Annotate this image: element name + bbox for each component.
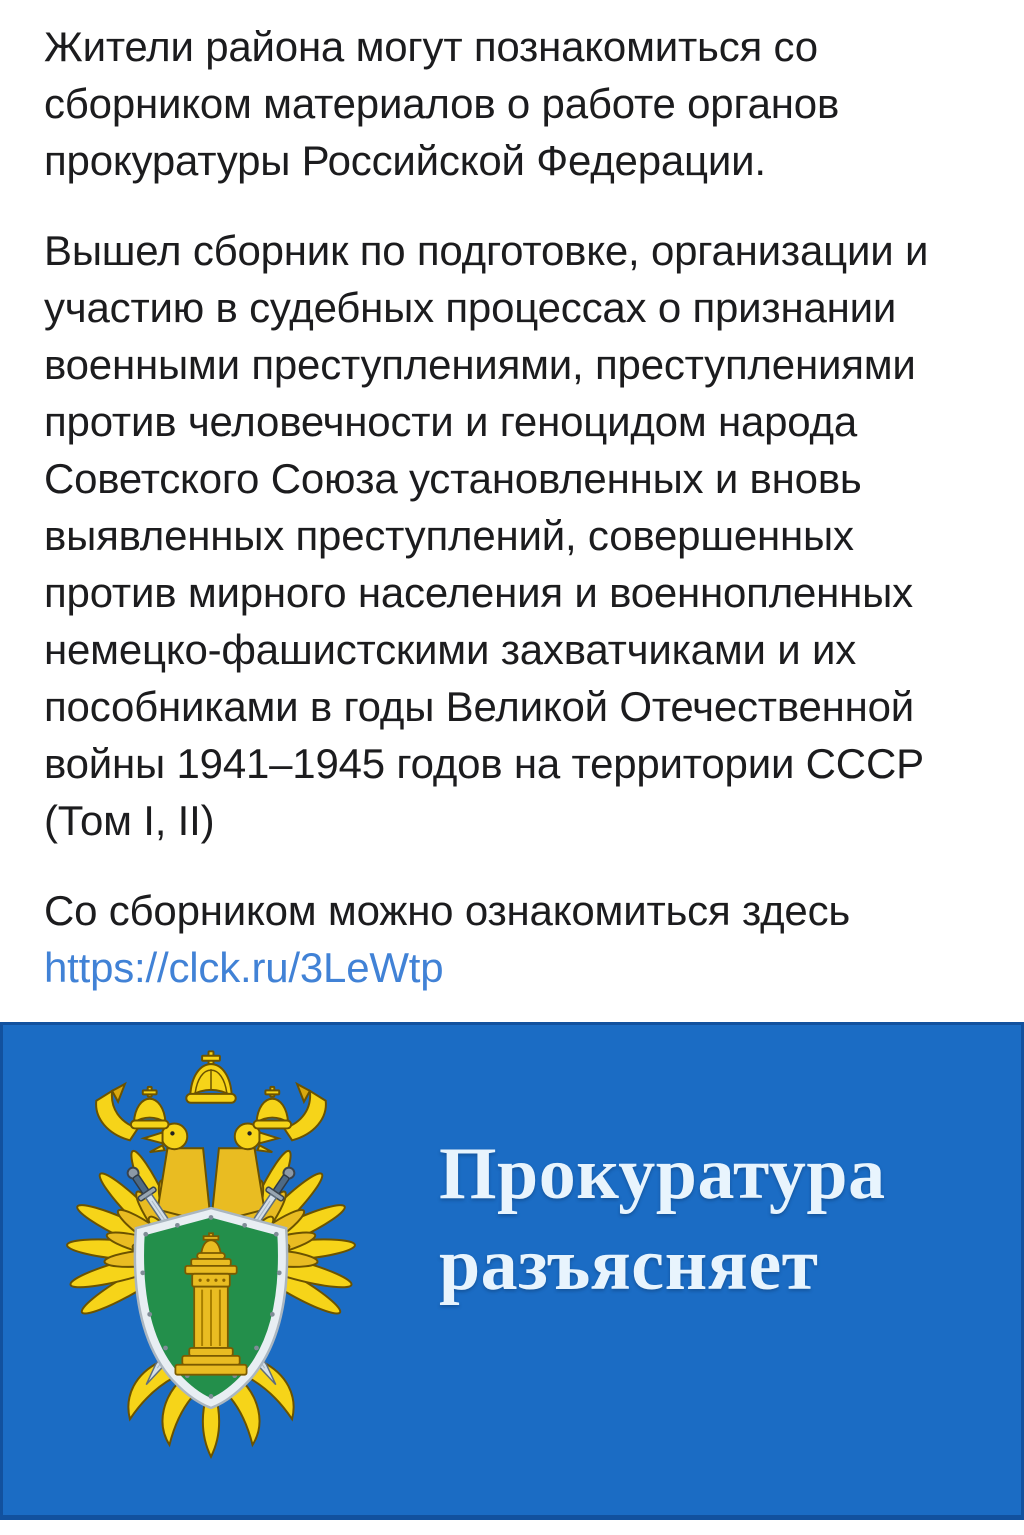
text-line: Со сборником можно ознакомиться здесь: [44, 887, 851, 934]
text-line: войны 1941–1945 годов на территории СССР: [44, 740, 924, 787]
collection-link[interactable]: https://clck.ru/3LeWtp: [44, 944, 444, 991]
text-line: Советского Союза установленных и вновь: [44, 455, 862, 502]
banner-title-line-1: Прокуратура: [439, 1133, 886, 1215]
prosecutor-emblem: [33, 1049, 389, 1465]
text-line: прокуратуры Российской Федерации.: [44, 137, 766, 184]
text-line: против человечности и геноцидом народа: [44, 398, 857, 445]
text-line: пособниками в годы Великой Отечественной: [44, 683, 915, 730]
text-line: участию в судебных процессах о признании: [44, 284, 897, 331]
text-line: Вышел сборник по подготовке, организации и: [44, 227, 929, 274]
text-line: военными преступлениями, преступлениями: [44, 341, 916, 388]
paragraph-details: [44, 222, 980, 849]
text-line: сборником материалов о работе органов: [44, 80, 840, 127]
banner-image[interactable]: [0, 1022, 1024, 1520]
banner-title-line-2: разъясняет: [439, 1224, 819, 1306]
text-line: Жители района могут познакомиться со: [44, 23, 818, 70]
paragraph-intro: [44, 18, 980, 189]
text-line: немецко-фашистскими захватчиками и их: [44, 626, 857, 673]
text-line: выявленных преступлений, совершенных: [44, 512, 854, 559]
text-line: против мирного населения и военнопленных: [44, 569, 913, 616]
paragraph-link: [44, 882, 980, 996]
banner-title: [439, 1129, 886, 1311]
text-line: (Том I, II): [44, 797, 215, 844]
